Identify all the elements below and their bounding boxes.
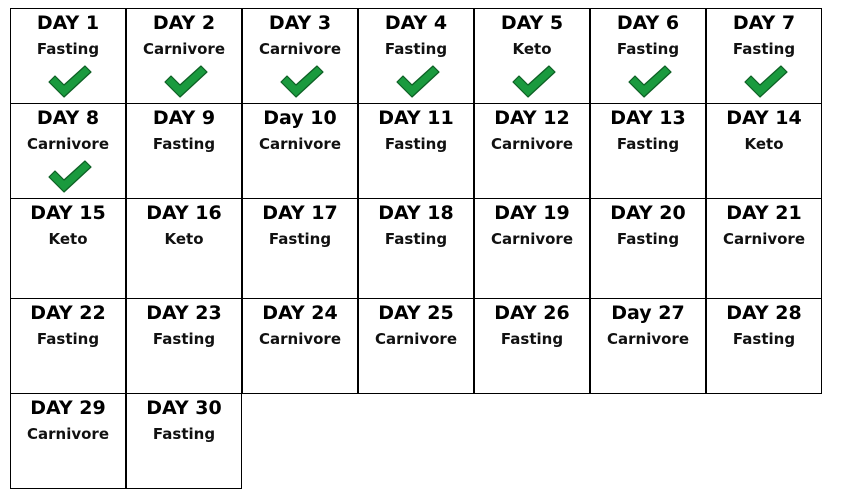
diet-type-label: Fasting: [384, 230, 448, 248]
diet-type-label: Carnivore: [722, 230, 805, 248]
day-cell: [474, 103, 590, 199]
day-number-label: DAY 26: [494, 302, 570, 324]
diet-type-label: Carnivore: [490, 135, 573, 153]
diet-type-label: Carnivore: [26, 425, 109, 443]
diet-type-label: Carnivore: [258, 330, 341, 348]
day-cell: [126, 198, 242, 299]
day-number-label: DAY 17: [262, 202, 338, 224]
diet-type-label: Carnivore: [26, 135, 109, 153]
day-cell: [358, 103, 474, 199]
diet-type-label: Carnivore: [606, 330, 689, 348]
day-cell: [590, 8, 706, 104]
day-cell: [706, 198, 822, 299]
checkmark-icon: [743, 65, 789, 99]
day-number-label: Day 10: [263, 107, 337, 129]
day-cell: [590, 298, 706, 394]
day-cell: [706, 103, 822, 199]
checkmark-icon: [279, 65, 325, 99]
day-number-label: DAY 4: [384, 12, 448, 34]
day-cell: [10, 103, 126, 199]
day-number-label: DAY 25: [378, 302, 454, 324]
day-cell: [706, 8, 822, 104]
day-cell: [358, 8, 474, 104]
diet-type-label: Keto: [48, 230, 88, 248]
checkmark-icon: [395, 65, 441, 99]
day-number-label: DAY 30: [146, 397, 222, 419]
day-number-label: DAY 18: [378, 202, 454, 224]
diet-type-label: Fasting: [616, 40, 680, 58]
diet-type-label: Fasting: [152, 425, 216, 443]
day-number-label: DAY 9: [152, 107, 216, 129]
day-number-label: Day 27: [611, 302, 685, 324]
day-cell: [358, 298, 474, 394]
day-number-label: DAY 29: [30, 397, 106, 419]
day-number-label: DAY 21: [726, 202, 802, 224]
day-number-label: DAY 6: [616, 12, 680, 34]
diet-type-label: Carnivore: [490, 230, 573, 248]
day-number-label: DAY 15: [30, 202, 106, 224]
day-number-label: DAY 2: [152, 12, 216, 34]
checkmark-icon: [163, 65, 209, 99]
day-cell: [126, 393, 242, 489]
day-number-label: DAY 19: [494, 202, 570, 224]
diet-type-label: Fasting: [152, 135, 216, 153]
day-number-label: DAY 16: [146, 202, 222, 224]
day-cell: [474, 298, 590, 394]
day-number-label: DAY 22: [30, 302, 106, 324]
day-cell: [126, 8, 242, 104]
checkmark-icon: [627, 65, 673, 99]
diet-type-label: Carnivore: [374, 330, 457, 348]
day-cell: [474, 8, 590, 104]
day-number-label: DAY 5: [500, 12, 564, 34]
day-number-label: DAY 14: [726, 107, 802, 129]
day-cell: [126, 103, 242, 199]
day-cell: [242, 198, 358, 299]
day-number-label: DAY 13: [610, 107, 686, 129]
diet-type-label: Carnivore: [258, 135, 341, 153]
day-cell: [10, 8, 126, 104]
day-cell: [706, 298, 822, 394]
checkmark-icon: [511, 65, 557, 99]
diet-type-label: Fasting: [36, 330, 100, 348]
diet-type-label: Fasting: [500, 330, 564, 348]
day-cell: [10, 198, 126, 299]
day-number-label: DAY 11: [378, 107, 454, 129]
day-cell: [358, 198, 474, 299]
diet-type-label: Fasting: [616, 230, 680, 248]
day-cell: [126, 298, 242, 394]
day-cell: [10, 393, 126, 489]
day-number-label: DAY 8: [36, 107, 100, 129]
day-number-label: DAY 28: [726, 302, 802, 324]
day-number-label: DAY 20: [610, 202, 686, 224]
diet-type-label: Keto: [164, 230, 204, 248]
diet-type-label: Keto: [512, 40, 552, 58]
diet-type-label: Fasting: [732, 40, 796, 58]
checkmark-icon: [47, 160, 93, 194]
day-number-label: DAY 7: [732, 12, 796, 34]
day-cell: [242, 103, 358, 199]
day-number-label: DAY 24: [262, 302, 338, 324]
day-cell: [10, 298, 126, 394]
day-number-label: DAY 23: [146, 302, 222, 324]
diet-type-label: Fasting: [152, 330, 216, 348]
day-number-label: DAY 1: [36, 12, 100, 34]
day-cell: [242, 298, 358, 394]
diet-type-label: Carnivore: [258, 40, 341, 58]
diet-type-label: Fasting: [384, 40, 448, 58]
day-number-label: DAY 3: [268, 12, 332, 34]
day-cell: [590, 103, 706, 199]
day-number-label: DAY 12: [494, 107, 570, 129]
diet-type-label: Fasting: [732, 330, 796, 348]
checkmark-icon: [47, 65, 93, 99]
diet-type-label: Carnivore: [142, 40, 225, 58]
diet-type-label: Fasting: [616, 135, 680, 153]
diet-type-label: Fasting: [384, 135, 448, 153]
day-cell: [242, 8, 358, 104]
day-cell: [590, 198, 706, 299]
diet-type-label: Fasting: [36, 40, 100, 58]
diet-type-label: Keto: [744, 135, 784, 153]
diet-type-label: Fasting: [268, 230, 332, 248]
day-cell: [474, 198, 590, 299]
